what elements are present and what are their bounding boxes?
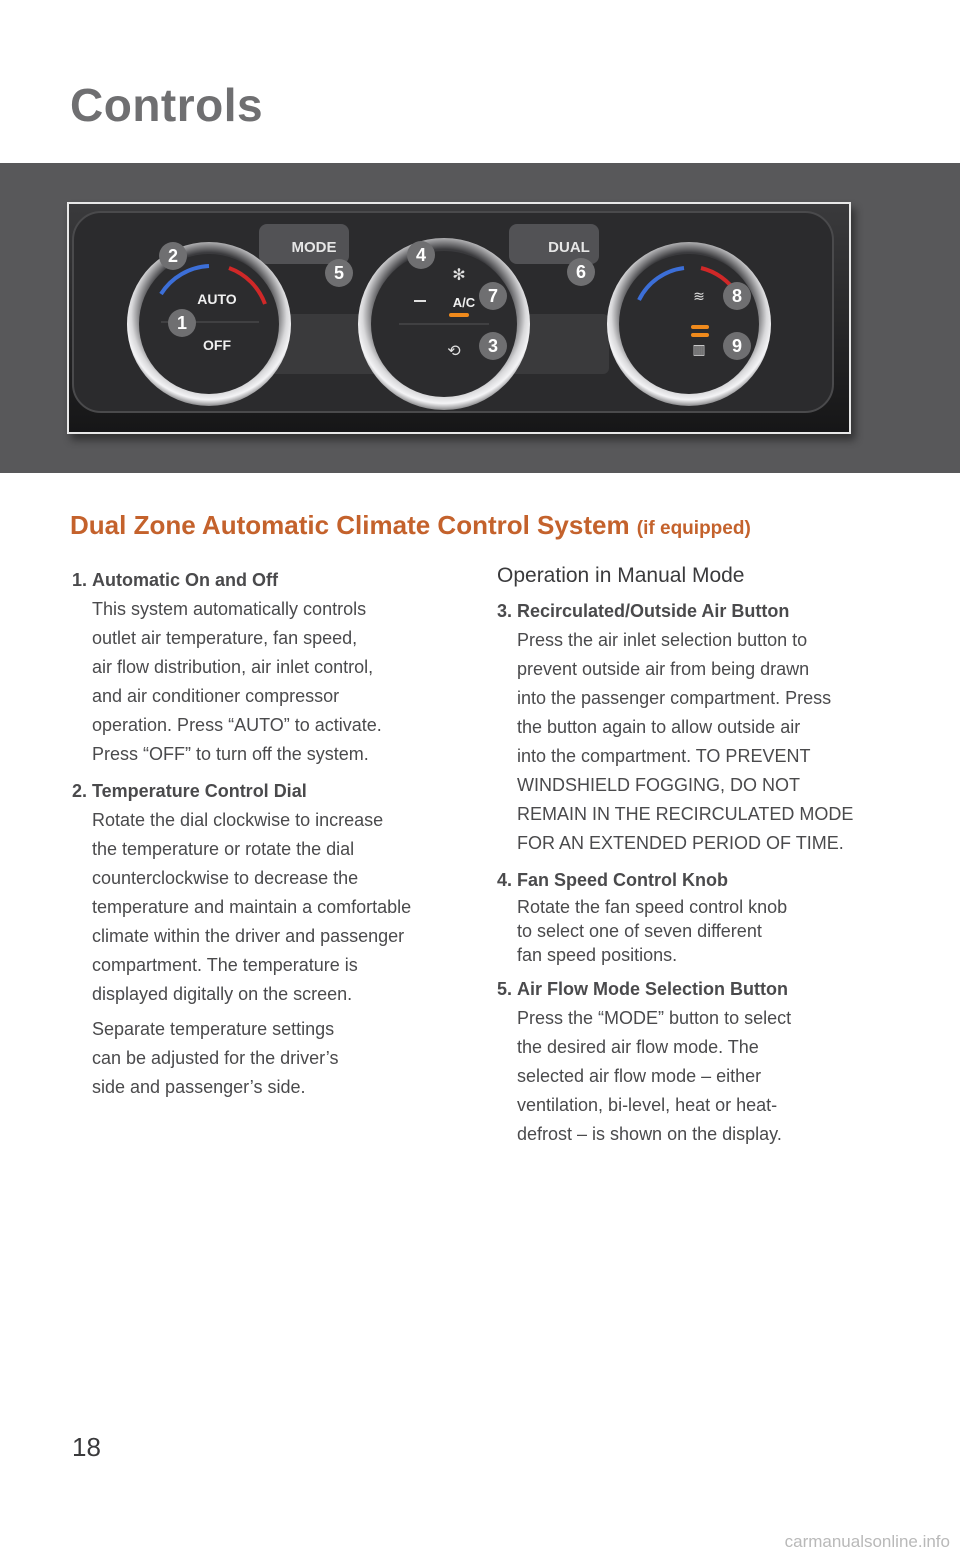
body-line: FOR AN EXTENDED PERIOD OF TIME. — [517, 833, 844, 853]
item-number: 3. — [497, 601, 513, 621]
body-line: climate within the driver and passenger — [92, 926, 405, 946]
mode-label: MODE — [291, 239, 337, 256]
item-title — [497, 975, 887, 1004]
item-title — [497, 866, 887, 895]
windshield-defrost-icon: ≋ — [693, 289, 705, 305]
item-title-text: Fan Speed Control Knob — [517, 870, 728, 890]
body-line: Rotate the fan speed control knob — [517, 897, 788, 917]
temperature-dial-left[interactable] — [127, 242, 291, 406]
section-heading-text: Dual Zone Automatic Climate Control System — [70, 510, 630, 540]
page-title: Controls — [70, 79, 264, 131]
item-recirculated-air-button — [497, 597, 887, 858]
svg-text:6: 6 — [575, 262, 587, 282]
callout-5 — [325, 259, 353, 287]
body-line: Press the “MODE” button to select — [517, 1008, 792, 1028]
callout-6 — [567, 258, 595, 286]
item-automatic-on-off — [72, 566, 452, 769]
ac-label: A/C — [452, 295, 476, 310]
item-body — [497, 1004, 887, 1149]
body-line: Separate temperature settings — [92, 1019, 335, 1039]
item-fan-speed-control-knob — [497, 866, 887, 967]
section-heading-suffix: (if equipped) — [636, 518, 751, 539]
svg-text:5: 5 — [333, 263, 345, 283]
svg-text:9: 9 — [731, 336, 743, 356]
body-line: defrost – is shown on the display. — [517, 1124, 782, 1144]
page-number: 18 — [72, 1432, 101, 1462]
body-line: to select one of seven different — [517, 921, 762, 941]
item-number: 2. — [72, 781, 88, 801]
rear-defrost-icon: ▥ — [692, 342, 706, 358]
right-column — [497, 566, 887, 1157]
temperature-dial-right[interactable] — [607, 242, 771, 406]
callout-8 — [723, 282, 751, 310]
item-body — [497, 895, 887, 967]
item-temperature-control-dial — [72, 777, 452, 1102]
callout-2 — [159, 242, 187, 270]
body-line: WINDSHIELD FOGGING, DO NOT — [517, 775, 801, 795]
body-line: displayed digitally on the screen. — [92, 984, 353, 1004]
item-title-text: Recirculated/Outside Air Button — [517, 601, 790, 621]
body-line: into the passenger compartment. Press — [517, 688, 832, 708]
svg-text:4: 4 — [415, 245, 427, 265]
item-title-text: Automatic On and Off — [92, 570, 278, 590]
left-column — [72, 566, 452, 1110]
item-number: 4. — [497, 870, 513, 890]
callout-1 — [168, 309, 196, 337]
body-line: the desired air flow mode. The — [517, 1037, 759, 1057]
svg-text:8: 8 — [731, 286, 743, 306]
item-body — [72, 595, 452, 769]
body-line: fan speed positions. — [517, 945, 678, 965]
item-title-text: Temperature Control Dial — [92, 781, 307, 801]
callout-4 — [407, 241, 435, 269]
body-line: air flow distribution, air inlet control, — [92, 657, 374, 677]
body-line: side and passenger’s side. — [92, 1077, 306, 1097]
body-line: the button again to allow outside air — [517, 717, 801, 737]
item-title-text: Air Flow Mode Selection Button — [517, 979, 788, 999]
callout-9 — [723, 332, 751, 360]
watermark: carmanualsonline.info — [784, 1532, 950, 1551]
body-line: can be adjusted for the driver’s — [92, 1048, 339, 1068]
item-number: 5. — [497, 979, 513, 999]
body-line: into the compartment. TO PREVENT — [517, 746, 811, 766]
manual-mode-heading: Operation in Manual Mode — [497, 564, 745, 587]
body-line: operation. Press “AUTO” to activate. — [92, 715, 382, 735]
item-extra-paragraph — [72, 1015, 452, 1102]
callout-7 — [479, 282, 507, 310]
item-number: 1. — [72, 570, 88, 590]
auto-label: AUTO — [197, 291, 237, 307]
body-line: and air conditioner compressor — [92, 686, 340, 706]
body-line: compartment. The temperature is — [92, 955, 358, 975]
item-title — [497, 597, 887, 626]
body-line: the temperature or rotate the dial — [92, 839, 355, 859]
body-line: selected air flow mode – either — [517, 1066, 762, 1086]
body-line: prevent outside air from being drawn — [517, 659, 810, 679]
body-line: This system automatically controls — [92, 599, 367, 619]
svg-text:3: 3 — [487, 336, 499, 356]
item-air-flow-mode-button — [497, 975, 887, 1149]
fan-speed-knob[interactable] — [358, 238, 530, 410]
item-body — [497, 626, 887, 858]
callout-3 — [479, 332, 507, 360]
svg-text:1: 1 — [176, 313, 188, 333]
body-line: Press “OFF” to turn off the system. — [92, 744, 369, 764]
body-line: outlet air temperature, fan speed, — [92, 628, 358, 648]
svg-text:7: 7 — [487, 286, 499, 306]
off-label: OFF — [203, 337, 231, 353]
recirculation-icon: ⟲ — [447, 341, 461, 360]
section-heading — [70, 510, 751, 541]
body-line: counterclockwise to decrease the — [92, 868, 359, 888]
body-line: Press the air inlet selection button to — [517, 630, 808, 650]
body-line: REMAIN IN THE RECIRCULATED MODE — [517, 804, 854, 824]
svg-text:2: 2 — [167, 246, 179, 266]
body-line: Rotate the dial clockwise to increase — [92, 810, 384, 830]
climate-control-photo — [67, 202, 851, 434]
item-title — [72, 566, 452, 595]
body-line: temperature and maintain a comfortable — [92, 897, 412, 917]
item-title — [72, 777, 452, 806]
body-line: ventilation, bi-level, heat or heat- — [517, 1095, 778, 1115]
item-body — [72, 806, 452, 1009]
dual-label: DUAL — [548, 239, 590, 256]
fan-icon: ✻ — [452, 265, 466, 284]
